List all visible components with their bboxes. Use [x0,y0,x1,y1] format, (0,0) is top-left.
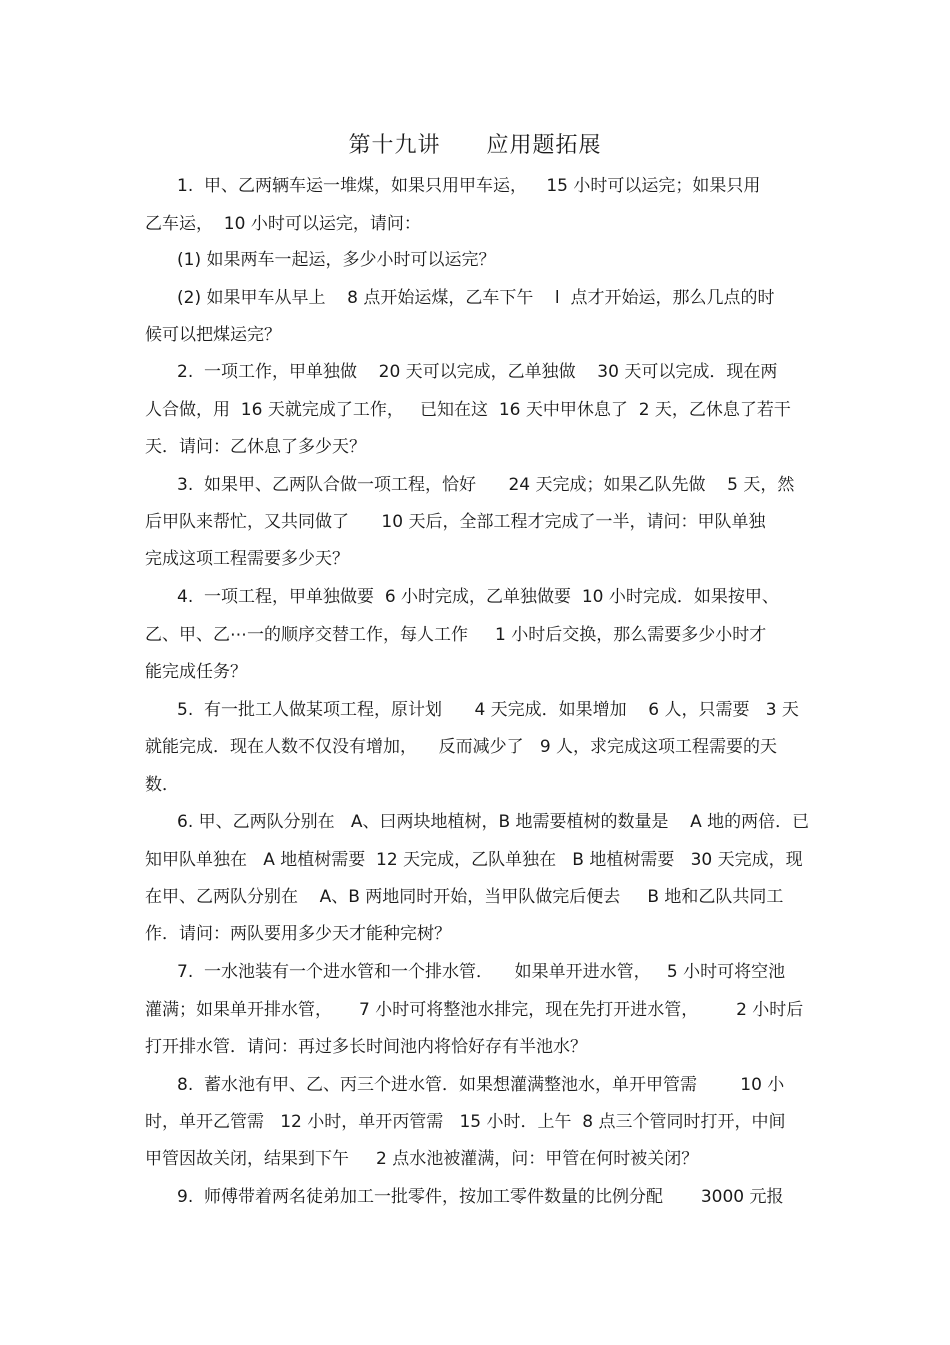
problem-2-line-1: 2. 一项工作，甲单独做 20 天可以完成，乙单独做 30 天可以完成．现在两 [177,362,778,382]
problem-3-line-1: 3. 如果甲、乙两队合做一项工程，恰好 24 天完成；如果乙队先做 5 天，然 [177,475,795,495]
problem-7-line-1: 7. 一水池装有一个进水管和一个排水管． 如果单开进水管， 5 小时可将空池 [177,962,786,982]
problem-8-line-1: 8. 蓄水池有甲、乙、丙三个进水管．如果想灌满整池水，单开甲管需 10 小 [177,1075,785,1095]
problem-7-line-3: 打开排水管．请问：再过多长时间池内将恰好存有半池水？ [145,1037,587,1057]
problem-5-line-3: 数． [145,775,179,795]
problem-6-line-4: 作．请问：两队要用多少天才能种完树？ [145,924,451,944]
problem-8-line-3: 甲管因故关闭，结果到下午 2 点水池被灌满，问：甲管在何时被关闭？ [145,1149,699,1169]
problem-1-subquestion-1: (1) 如果两车一起运，多少小时可以运完？ [177,250,496,270]
problem-6-line-3: 在甲、乙两队分别在 A、B 两地同时开始，当甲队做完后便去 B 地和乙队共同工 [145,887,784,907]
problem-2-line-3: 天．请问：乙休息了多少天？ [145,437,366,457]
problem-1-subquestion-2-line-2: 候可以把煤运完？ [145,325,281,345]
problem-4-line-2: 乙、甲、乙⋯一的顺序交替工作，每人工作 1 小时后交换，那么需要多少小时才 [145,625,767,645]
problem-3-line-3: 完成这项工程需要多少天？ [145,549,349,569]
page-title: 第十九讲 应用题拓展 [348,133,602,158]
problem-7-line-2: 灌满；如果单开排水管， 7 小时可将整池水排完，现在先打开进水管， 2 小时后 [145,1000,804,1020]
problem-4-line-1: 4. 一项工程，甲单独做要 6 小时完成，乙单独做要 10 小时完成．如果按甲、 [177,587,779,607]
problem-1-line-1: 1. 甲、乙两辆车运一堆煤，如果只用甲车运， 15 小时可以运完；如果只用 [177,176,761,196]
problem-8-line-2: 时，单开乙管需 12 小时，单开丙管需 15 小时．上午 8 点三个管同时打开，中间 [145,1112,786,1132]
problem-1-subquestion-2-line-1: (2) 如果甲车从早上 8 点开始运煤，乙车下午 l 点才开始运，那么几点的时 [177,288,775,308]
problem-4-line-3: 能完成任务？ [145,662,247,682]
problem-5-line-2: 就能完成．现在人数不仅没有增加， 反而减少了 9 人，求完成这项工程需要的天 [145,737,778,757]
problem-5-line-1: 5. 有一批工人做某项工程，原计划 4 天完成．如果增加 6 人，只需要 3 天 [177,700,799,720]
problem-6-line-2: 知甲队单独在 A 地植树需要 12 天完成，乙队单独在 B 地植树需要 30 天完成，现 [145,850,803,870]
problem-9-line-1: 9. 师傅带着两名徒弟加工一批零件，按加工零件数量的比例分配 3000 元报 [177,1187,784,1207]
problem-1-line-2: 乙车运， 10 小时可以运完，请问： [145,214,421,234]
problem-6-line-1: 6. 甲、乙两队分别在 A、曰两块地植树，B 地需要植树的数量是 A 地的两倍．已 [177,812,810,832]
problem-3-line-2: 后甲队来帮忙，又共同做了 10 天后，全部工程才完成了一半，请问：甲队单独 [145,512,766,532]
problem-2-line-2: 人合做，用 16 天就完成了工作， 已知在这 16 天中甲休息了 2 天，乙休息了若干 [145,400,791,420]
